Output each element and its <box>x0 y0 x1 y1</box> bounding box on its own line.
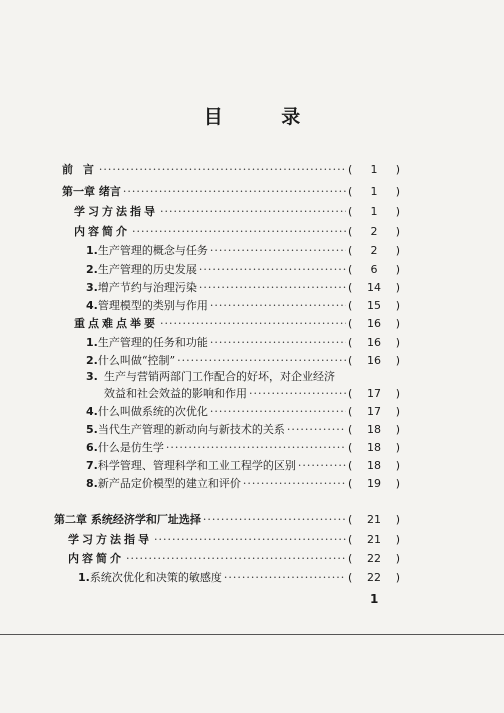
page-ref: ( 17 ) <box>348 387 400 400</box>
toc-entry-label: 生产管理的任务和功能 <box>97 336 208 349</box>
item-number: 4. <box>86 405 98 418</box>
leader-dots <box>126 551 346 567</box>
toc-entry-item <box>86 404 400 420</box>
leader-dots <box>287 422 346 438</box>
toc-entry-label: 学习方法指导 <box>74 205 158 218</box>
page-title: 目 录 <box>203 106 327 128</box>
leader-dots <box>210 243 346 259</box>
page-ref: ( 19 ) <box>348 477 400 490</box>
toc-entry-study-guide <box>74 204 400 220</box>
page-ref: ( 16 ) <box>348 336 400 349</box>
page-ref: ( 1 ) <box>348 185 400 198</box>
toc-entry-item <box>86 243 400 259</box>
toc-entry-item <box>86 476 400 492</box>
leader-dots <box>160 316 346 332</box>
leader-dots <box>243 476 346 492</box>
toc-entry-label: 学习方法指导 <box>68 533 152 546</box>
page-ref: ( 18 ) <box>348 441 400 454</box>
item-number: 4. <box>86 299 98 312</box>
page-ref: ( 1 ) <box>348 163 400 176</box>
page-ref: ( 1 ) <box>348 205 400 218</box>
toc-entry-label: 新产品定价模型的建立和评价 <box>97 477 241 490</box>
leader-dots <box>210 404 346 420</box>
toc-entry-label: 效益和社会效益的影响和作用 <box>104 387 247 400</box>
leader-dots <box>210 335 346 351</box>
page-ref: ( 18 ) <box>348 459 400 472</box>
toc-entry-item <box>86 262 400 278</box>
leader-dots <box>203 512 346 528</box>
leader-dots <box>160 204 346 220</box>
page-number: 1 <box>370 592 379 606</box>
leader-dots <box>199 262 346 278</box>
toc-entry-chapter-2 <box>54 512 400 528</box>
toc-entry-preface <box>62 162 400 178</box>
toc-entry-label: 内容简介 <box>68 552 124 565</box>
toc-entry-label: 什么叫做“控制” <box>97 354 176 367</box>
page-ref: ( 2 ) <box>348 244 400 257</box>
toc-entry-summary <box>74 224 400 240</box>
item-number: 2. <box>86 263 98 276</box>
leader-dots <box>210 298 346 314</box>
toc-entry-study-guide <box>68 532 400 548</box>
toc-entry-label: 当代生产管理的新动向与新技术的关系 <box>97 423 285 436</box>
leader-dots <box>99 162 346 178</box>
page-ref: ( 21 ) <box>348 513 400 526</box>
toc-entry-item <box>86 440 400 456</box>
page-ref: ( 2 ) <box>348 225 400 238</box>
page-ref: ( 6 ) <box>348 263 400 276</box>
bottom-rule <box>0 634 504 635</box>
item-number: 2. <box>86 354 98 367</box>
toc-entry-key-points <box>74 316 400 332</box>
toc-entry-label: 系统次优化和决策的敏感度 <box>89 571 222 584</box>
item-number: 7. <box>86 459 98 472</box>
item-number: 3. <box>86 281 98 294</box>
toc-entry-chapter-1 <box>62 184 400 200</box>
toc-entry-label-line1: 生产与营销两部门工作配合的好坏，对企业经济 <box>104 370 335 383</box>
toc-entry-label: 内容简介 <box>74 225 130 238</box>
page-ref: ( 21 ) <box>348 533 400 546</box>
leader-dots <box>177 353 346 369</box>
leader-dots <box>123 184 346 200</box>
page-ref: ( 18 ) <box>348 423 400 436</box>
toc-entry-label: 增产节约与治理污染 <box>97 281 197 294</box>
toc-entry-summary <box>68 551 400 567</box>
toc-entry-item <box>78 570 400 586</box>
page-ref: ( 15 ) <box>348 299 400 312</box>
toc-entry-label: 第一章 绪言 <box>62 185 121 198</box>
item-number: 8. <box>86 477 98 490</box>
page-ref: ( 16 ) <box>348 317 400 330</box>
page-ref: ( 17 ) <box>348 405 400 418</box>
item-number: 5. <box>86 423 98 436</box>
toc-entry-item <box>86 353 400 369</box>
toc-entry-item-line1 <box>86 369 400 385</box>
toc-entry-label: 生产管理的概念与任务 <box>97 244 208 257</box>
leader-dots <box>154 532 346 548</box>
toc-entry-label: 管理模型的类别与作用 <box>97 299 208 312</box>
toc-entry-item <box>86 298 400 314</box>
page-ref: ( 16 ) <box>348 354 400 367</box>
item-number: 3. <box>86 370 98 383</box>
toc-entry-label: 什么是仿生学 <box>97 441 164 454</box>
toc-entry-label: 第二章 系统经济学和厂址选择 <box>54 513 201 526</box>
page-ref: ( 14 ) <box>348 281 400 294</box>
leader-dots <box>224 570 346 586</box>
toc-entry-label: 重点难点举要 <box>74 317 158 330</box>
leader-dots <box>199 280 346 296</box>
item-number: 6. <box>86 441 98 454</box>
toc-entry-item <box>86 280 400 296</box>
toc-entry-label: 科学管理、管理科学和工业工程学的区别 <box>97 459 296 472</box>
toc-entry-label: 生产管理的历史发展 <box>97 263 197 276</box>
page-ref: ( 22 ) <box>348 571 400 584</box>
leader-dots <box>132 224 346 240</box>
toc-entry-item <box>86 458 400 474</box>
page-ref: ( 22 ) <box>348 552 400 565</box>
toc-entry-label: 前 言 <box>62 163 97 176</box>
toc-entry-item <box>86 335 400 351</box>
leader-dots <box>298 458 346 474</box>
leader-dots <box>249 386 346 402</box>
item-number: 1. <box>86 244 98 257</box>
toc-entry-item <box>104 386 400 402</box>
toc-entry-label: 什么叫做系统的次优化 <box>97 405 208 418</box>
item-number: 1. <box>78 571 90 584</box>
toc-entry-item <box>86 422 400 438</box>
item-number: 1. <box>86 336 98 349</box>
leader-dots <box>166 440 346 456</box>
